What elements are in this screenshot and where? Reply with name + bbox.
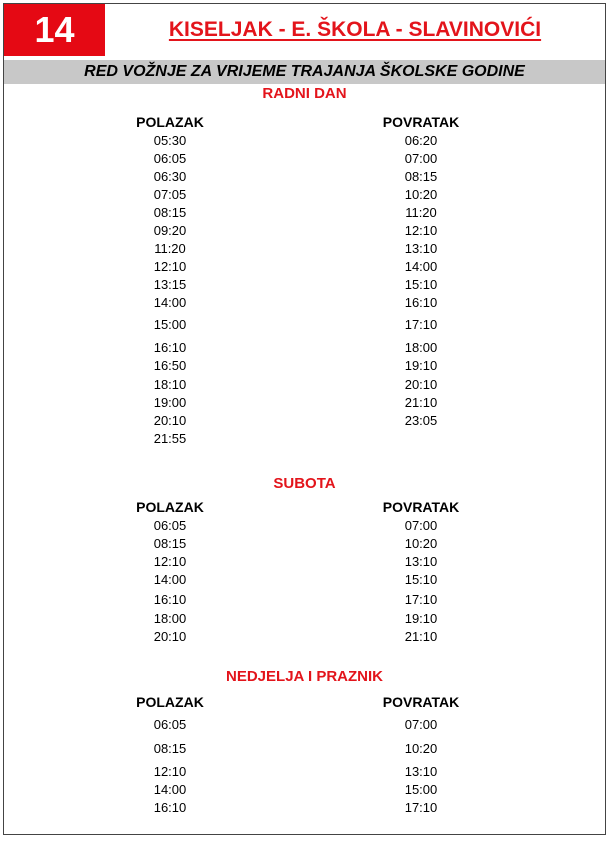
section-title-radni-dan: RADNI DAN [262,85,347,102]
departure-time: 16:10 [153,800,187,815]
return-time: 16:10 [404,295,438,310]
departure-time: 18:00 [153,611,187,626]
return-time: 15:10 [404,277,438,292]
departure-time: 19:00 [153,395,187,410]
departure-time: 20:10 [153,413,187,428]
return-time: 11:20 [405,205,437,220]
departure-time: 16:10 [153,340,187,355]
return-time: 15:10 [404,572,438,587]
departure-header: POLAZAK [136,114,204,130]
departure-time: 06:05 [153,518,187,533]
return-time: 13:10 [404,554,438,569]
departure-time: 20:10 [153,629,187,644]
return-header: POVRATAK [382,499,460,515]
return-time: 12:10 [404,223,438,238]
departure-time: 07:05 [153,187,187,202]
return-time: 06:20 [404,133,438,148]
return-time: 19:10 [404,358,438,373]
return-time: 23:05 [404,413,438,428]
return-time: 13:10 [404,241,438,256]
departure-time: 14:00 [153,782,187,797]
return-time: 17:10 [404,317,438,332]
return-time: 18:00 [404,340,438,355]
return-time: 13:10 [404,764,438,779]
departure-time: 16:50 [153,358,187,373]
return-time: 10:20 [404,536,438,551]
departure-time: 08:15 [153,205,187,220]
return-time: 10:20 [404,741,438,756]
departure-time: 08:15 [153,536,187,551]
return-time: 17:10 [404,592,438,607]
departure-time: 21:55 [153,431,187,446]
return-time: 07:00 [404,518,438,533]
departure-time: 12:10 [153,764,187,779]
return-header: POVRATAK [382,694,460,710]
departure-time: 06:30 [153,169,187,184]
departure-time: 13:15 [153,277,187,292]
return-time: 15:00 [404,782,438,797]
departure-time: 12:10 [153,554,187,569]
departure-time: 12:10 [153,259,187,274]
return-time: 21:10 [404,629,438,644]
return-time: 08:15 [404,169,438,184]
departure-time: 16:10 [153,592,187,607]
return-time: 20:10 [404,377,438,392]
departure-time: 06:05 [153,151,187,166]
timetable-frame [3,3,606,835]
departure-header: POLAZAK [136,499,204,515]
departure-time: 14:00 [153,572,187,587]
return-header: POVRATAK [382,114,460,130]
return-time: 17:10 [404,800,438,815]
route-number-badge: 14 [4,4,105,56]
departure-time: 11:20 [154,241,186,256]
return-time: 14:00 [404,259,438,274]
route-name: KISELJAK - E. ŠKOLA - SLAVINOVIĆI [168,18,542,41]
return-time: 21:10 [404,395,438,410]
section-title-nedjelja: NEDJELJA I PRAZNIK [226,668,383,685]
return-time: 19:10 [404,611,438,626]
return-time: 07:00 [404,151,438,166]
departure-time: 05:30 [153,133,187,148]
departure-time: 06:05 [153,717,187,732]
section-title-subota: SUBOTA [273,475,336,492]
departure-time: 09:20 [153,223,187,238]
departure-header: POLAZAK [136,694,204,710]
departure-time: 18:10 [153,377,187,392]
departure-time: 08:15 [153,741,187,756]
schedule-subtitle: RED VOŽNJE ZA VRIJEME TRAJANJA ŠKOLSKE GODINE [4,60,605,84]
departure-time: 14:00 [153,295,187,310]
header [4,4,605,56]
return-time: 10:20 [404,187,438,202]
departure-time: 15:00 [153,317,187,332]
return-time: 07:00 [404,717,438,732]
